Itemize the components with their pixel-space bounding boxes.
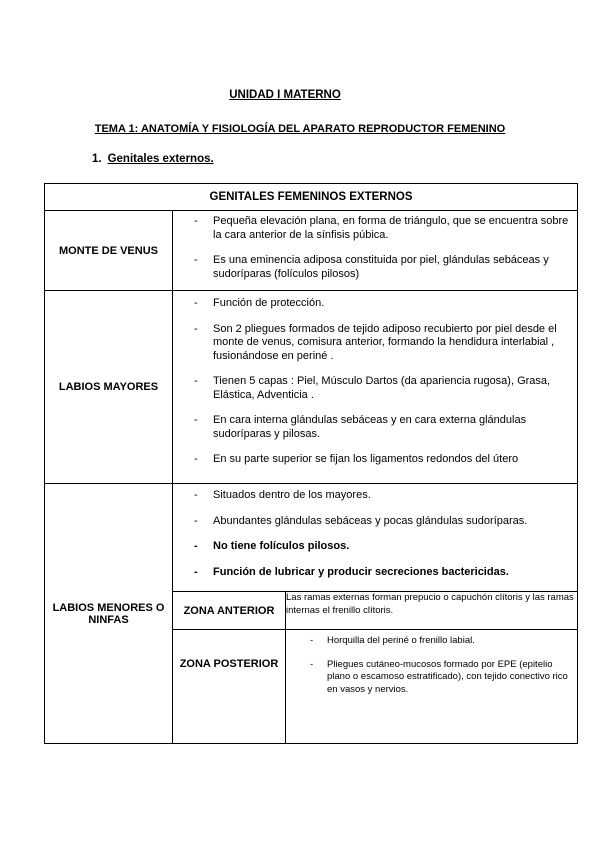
list-item: - Horquilla del periné o frenillo labial. [310,635,571,648]
row-content-monte-venus [173,211,578,291]
row-content-labios-menores [173,484,578,592]
table-row-labios-menores [45,484,578,592]
list-item: - Son 2 pliegues formados de tejido adiposo recubierto por piel desde el monte de venus, comisura anterior, formando la hendidura interlabial , fusionándose en periné . [194,323,569,364]
list-item: - Situados dentro de los mayores. [194,489,569,503]
list-item: - Función de protección. [194,297,569,311]
topic-title: TEMA 1: ANATOMÍA Y FISIOLOGÍA DEL APARATO REPRODUCTOR FEMENINO [94,123,506,135]
row-label-labios-menores: LABIOS MENORES O NINFAS [45,484,173,744]
list-item: - Pequeña elevación plana, en forma de triángulo, que se encuentra sobre la cara anterior de la sínfisis púbica. [194,215,569,242]
section-number: 1. [92,153,102,165]
list-item: - Tienen 5 capas : Piel, Músculo Dartos (da apariencia rugosa), Grasa, Elástica, Adventicia . [194,375,569,402]
list-item: - En su parte superior se fijan los ligamentos redondos del útero [194,453,569,467]
table-row-labios-mayores [45,291,578,484]
zona-anterior-label: ZONA ANTERIOR [173,592,286,630]
table-row-monte-venus [45,211,578,291]
zona-posterior-label: ZONA POSTERIOR [173,630,286,744]
section-title: Genitales externos. [107,153,214,165]
list-item: - Pliegues cutáneo-mucosos formado por EPE (epitelio plano o escamoso estratificado), con tejido conectivo rico en vasos y nervios. [310,659,571,697]
row-content-labios-mayores [173,291,578,484]
list-item-bold: - No tiene folículos pilosos. [194,540,569,554]
section-heading [92,153,214,165]
zona-anterior-text: Las ramas externas forman prepucio o capuchón clítoris y las ramas internas el frenillo clítoris. [286,592,578,630]
row-label-monte-venus: MONTE DE VENUS [45,211,173,291]
unit-title: UNIDAD I MATERNO [229,89,341,101]
list-item: - En cara interna glándulas sebáceas y en cara externa glándulas sudoríparas y pilosas. [194,414,569,441]
row-label-labios-mayores: LABIOS MAYORES [45,291,173,484]
genitales-table [44,183,578,744]
list-item: - Es una eminencia adiposa constituida por piel, glándulas sebáceas y sudoríparas (folículos pilosos) [194,254,569,281]
list-item: - Abundantes glándulas sebáceas y pocas glándulas sudoríparas. [194,515,569,529]
list-item-bold: - Función de lubricar y producir secreciones bactericidas. [194,566,569,580]
table-header: GENITALES FEMENINOS EXTERNOS [45,184,578,211]
table-header-row [45,184,578,211]
zona-posterior-content [286,630,578,744]
